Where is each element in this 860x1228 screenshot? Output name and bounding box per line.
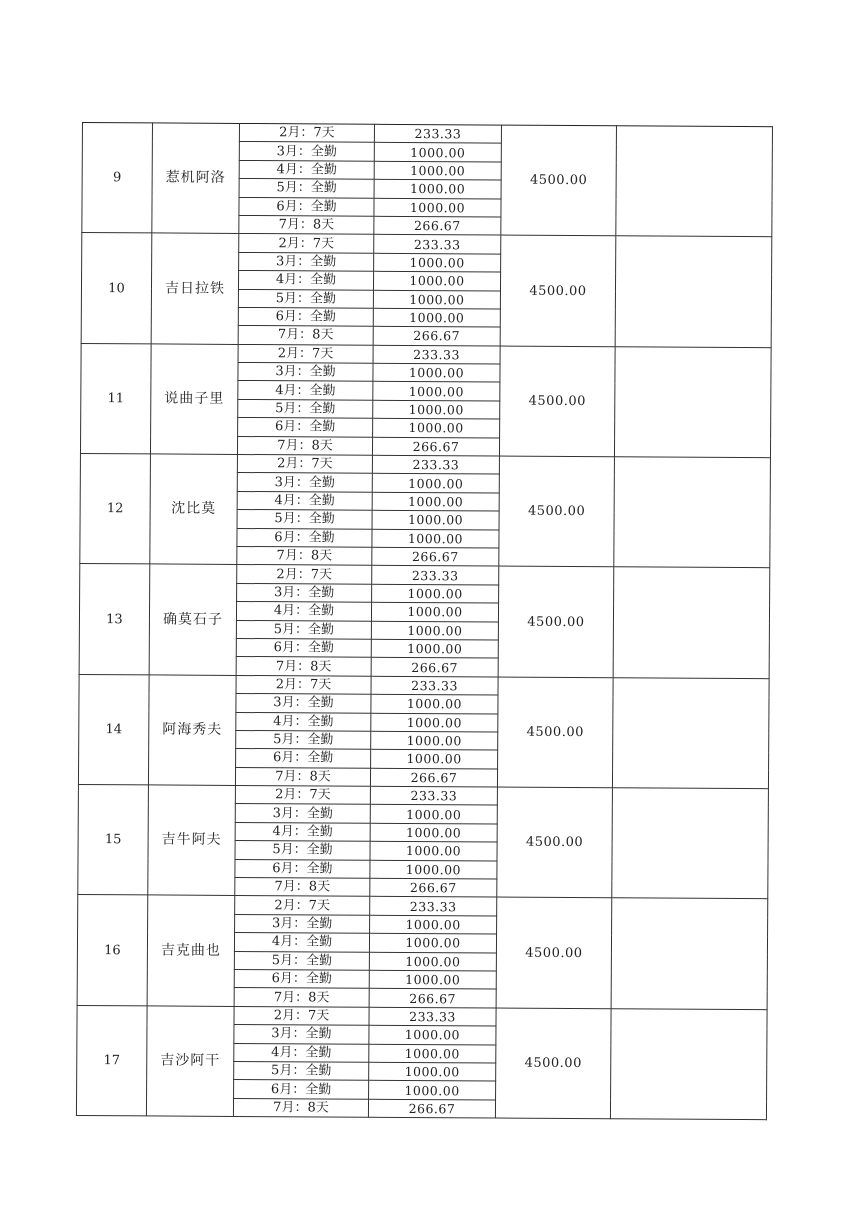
total-amount-cell: 4500.00 [501, 125, 617, 236]
month-attendance-cell: 6月：全勤 [234, 969, 369, 988]
person-group [80, 343, 771, 458]
month-amount-cell: 266.67 [369, 989, 496, 1008]
month-amount-cell: 1000.00 [370, 823, 497, 842]
month-amount-cell: 233.33 [373, 345, 500, 364]
person-name-cell: 吉日拉铁 [151, 233, 239, 344]
month-amount-cell: 233.33 [374, 124, 501, 143]
month-attendance-cell: 3月：全勤 [239, 142, 374, 161]
month-attendance-cell: 4月：全勤 [234, 933, 369, 952]
month-attendance-cell: 2月：7天 [237, 454, 372, 473]
month-amount-cell: 1000.00 [371, 602, 498, 621]
month-attendance-cell: 4月：全勤 [235, 822, 370, 841]
month-attendance-cell: 5月：全勤 [234, 1061, 369, 1080]
row-number-cell: 13 [79, 564, 150, 675]
month-attendance-cell: 3月：全勤 [237, 473, 372, 492]
month-attendance-cell: 4月：全勤 [236, 602, 371, 621]
month-amount-cell: 1000.00 [373, 290, 500, 309]
person-group [77, 895, 768, 1010]
remark-cell [614, 346, 771, 457]
month-attendance-cell: 6月：全勤 [238, 418, 373, 437]
month-amount-cell: 1000.00 [371, 750, 498, 769]
month-amount-cell: 1000.00 [370, 805, 497, 824]
month-attendance-cell: 3月：全勤 [234, 1025, 369, 1044]
month-attendance-cell: 6月：全勤 [239, 197, 374, 216]
person-group [80, 454, 771, 569]
month-attendance-cell: 4月：全勤 [238, 381, 373, 400]
month-attendance-cell: 2月：7天 [236, 675, 371, 694]
person-group [76, 1005, 767, 1120]
month-attendance-cell: 4月：全勤 [238, 271, 373, 290]
month-attendance-cell: 3月：全勤 [237, 583, 372, 602]
month-amount-cell: 266.67 [370, 878, 497, 897]
month-amount-cell: 1000.00 [369, 970, 496, 989]
month-amount-cell: 1000.00 [373, 271, 500, 290]
month-attendance-cell: 3月：全勤 [238, 363, 373, 382]
total-amount-cell: 4500.00 [497, 677, 613, 788]
total-amount-cell: 4500.00 [500, 235, 616, 346]
month-attendance-cell: 6月：全勤 [234, 1080, 369, 1099]
row-number-cell: 10 [81, 233, 152, 344]
month-amount-cell: 233.33 [372, 566, 499, 585]
month-amount-cell: 1000.00 [374, 198, 501, 217]
total-amount-cell: 4500.00 [499, 346, 615, 457]
month-amount-cell: 1000.00 [373, 382, 500, 401]
person-group [78, 674, 769, 789]
table-row [79, 674, 769, 697]
month-attendance-cell: 2月：7天 [237, 565, 372, 584]
total-amount-cell: 4500.00 [498, 566, 614, 677]
month-amount-cell: 1000.00 [372, 474, 499, 493]
row-number-cell: 17 [76, 1005, 147, 1116]
month-amount-cell: 1000.00 [370, 842, 497, 861]
month-amount-cell: 1000.00 [369, 952, 496, 971]
row-number-cell: 14 [78, 674, 149, 785]
month-amount-cell: 1000.00 [374, 143, 501, 162]
month-amount-cell: 233.33 [374, 235, 501, 254]
month-amount-cell: 1000.00 [373, 308, 500, 327]
total-amount-cell: 4500.00 [497, 787, 613, 898]
month-amount-cell: 1000.00 [374, 179, 501, 198]
month-attendance-cell: 7月：8天 [235, 767, 370, 786]
month-attendance-cell: 3月：全勤 [235, 804, 370, 823]
person-name-cell: 吉牛阿夫 [148, 785, 236, 896]
table-row [78, 895, 768, 918]
month-amount-cell: 233.33 [370, 897, 497, 916]
month-amount-cell: 266.67 [370, 768, 497, 787]
month-attendance-cell: 7月：8天 [235, 877, 370, 896]
month-amount-cell: 1000.00 [369, 933, 496, 952]
month-amount-cell: 1000.00 [372, 529, 499, 548]
remark-cell [614, 457, 771, 568]
remark-cell [616, 126, 773, 237]
month-amount-cell: 1000.00 [371, 621, 498, 640]
person-name-cell: 吉沙阿干 [146, 1006, 234, 1117]
month-attendance-cell: 3月：全勤 [239, 252, 374, 271]
month-amount-cell: 1000.00 [371, 713, 498, 732]
month-attendance-cell: 7月：8天 [233, 1098, 368, 1117]
month-attendance-cell: 2月：7天 [235, 896, 370, 915]
total-amount-cell: 4500.00 [495, 1008, 611, 1119]
month-attendance-cell: 7月：8天 [237, 436, 372, 455]
month-amount-cell: 1000.00 [372, 492, 499, 511]
month-amount-cell: 266.67 [372, 437, 499, 456]
row-number-cell: 11 [80, 343, 151, 454]
month-attendance-cell: 6月：全勤 [235, 859, 370, 878]
month-attendance-cell: 7月：8天 [236, 657, 371, 676]
month-amount-cell: 1000.00 [370, 860, 497, 879]
month-amount-cell: 1000.00 [370, 915, 497, 934]
month-amount-cell: 1000.00 [371, 639, 498, 658]
person-name-cell: 吉克曲也 [147, 895, 235, 1006]
month-amount-cell: 1000.00 [369, 1081, 496, 1100]
month-attendance-cell: 6月：全勤 [238, 307, 373, 326]
remark-cell [610, 1008, 767, 1119]
remark-cell [611, 898, 768, 1009]
month-attendance-cell: 5月：全勤 [234, 951, 369, 970]
person-name-cell: 沈比莫 [150, 454, 238, 565]
month-attendance-cell: 5月：全勤 [236, 620, 371, 639]
month-attendance-cell: 5月：全勤 [235, 841, 370, 860]
month-amount-cell: 233.33 [371, 676, 498, 695]
month-attendance-cell: 5月：全勤 [238, 399, 373, 418]
row-number-cell: 12 [80, 454, 151, 565]
month-amount-cell: 1000.00 [373, 400, 500, 419]
month-amount-cell: 1000.00 [369, 1044, 496, 1063]
month-amount-cell: 1000.00 [369, 1025, 496, 1044]
month-attendance-cell: 7月：8天 [238, 326, 373, 345]
month-amount-cell: 266.67 [373, 327, 500, 346]
table-row [82, 123, 772, 146]
remark-cell [612, 788, 769, 899]
month-amount-cell: 266.67 [372, 547, 499, 566]
month-attendance-cell: 4月：全勤 [236, 712, 371, 731]
month-attendance-cell: 5月：全勤 [236, 730, 371, 749]
month-attendance-cell: 6月：全勤 [236, 749, 371, 768]
month-attendance-cell: 6月：全勤 [237, 528, 372, 547]
person-name-cell: 惹机阿洛 [152, 123, 240, 234]
table-row [80, 454, 770, 477]
month-amount-cell: 233.33 [372, 455, 499, 474]
month-attendance-cell: 5月：全勤 [237, 510, 372, 529]
month-amount-cell: 266.67 [371, 658, 498, 677]
month-amount-cell: 266.67 [368, 1099, 495, 1118]
month-attendance-cell: 3月：全勤 [235, 914, 370, 933]
month-attendance-cell: 5月：全勤 [238, 289, 373, 308]
month-amount-cell: 1000.00 [373, 419, 500, 438]
row-number-cell: 16 [77, 895, 148, 1006]
month-attendance-cell: 2月：7天 [235, 786, 370, 805]
month-amount-cell: 1000.00 [371, 731, 498, 750]
month-amount-cell: 233.33 [369, 1007, 496, 1026]
remark-cell [613, 567, 770, 678]
payroll-table-page [76, 122, 772, 1120]
month-attendance-cell: 4月：全勤 [234, 1043, 369, 1062]
person-group [82, 123, 773, 238]
table-row [82, 233, 772, 256]
total-amount-cell: 4500.00 [496, 897, 612, 1008]
table-row [81, 343, 771, 366]
row-number-cell: 9 [82, 123, 153, 234]
month-attendance-cell: 5月：全勤 [239, 179, 374, 198]
month-attendance-cell: 6月：全勤 [236, 638, 371, 657]
attendance-payment-table [76, 122, 773, 1120]
person-name-cell: 说曲子里 [150, 344, 238, 455]
table-row [78, 785, 768, 808]
month-attendance-cell: 7月：8天 [239, 215, 374, 234]
remark-cell [612, 677, 769, 788]
month-attendance-cell: 7月：8天 [237, 546, 372, 565]
month-amount-cell: 1000.00 [372, 510, 499, 529]
month-amount-cell: 1000.00 [369, 1062, 496, 1081]
month-amount-cell: 1000.00 [372, 584, 499, 603]
total-amount-cell: 4500.00 [499, 456, 615, 567]
month-amount-cell: 1000.00 [371, 694, 498, 713]
table-row [77, 1005, 767, 1028]
month-amount-cell: 233.33 [370, 786, 497, 805]
table-row [80, 564, 770, 587]
month-attendance-cell: 4月：全勤 [237, 491, 372, 510]
person-group [78, 785, 769, 900]
person-name-cell: 阿海秀夫 [148, 675, 236, 786]
month-amount-cell: 1000.00 [374, 253, 501, 272]
month-amount-cell: 1000.00 [374, 161, 501, 180]
month-attendance-cell: 7月：8天 [234, 988, 369, 1007]
person-group [79, 564, 770, 679]
month-attendance-cell: 2月：7天 [239, 123, 374, 142]
month-attendance-cell: 3月：全勤 [236, 694, 371, 713]
month-attendance-cell: 4月：全勤 [239, 160, 374, 179]
month-attendance-cell: 2月：7天 [234, 1006, 369, 1025]
month-attendance-cell: 2月：7天 [239, 234, 374, 253]
row-number-cell: 15 [78, 785, 149, 896]
remark-cell [615, 236, 772, 347]
month-amount-cell: 1000.00 [373, 363, 500, 382]
person-name-cell: 确莫石子 [149, 564, 237, 675]
month-amount-cell: 266.67 [374, 216, 501, 235]
person-group [81, 233, 772, 348]
month-attendance-cell: 2月：7天 [238, 344, 373, 363]
